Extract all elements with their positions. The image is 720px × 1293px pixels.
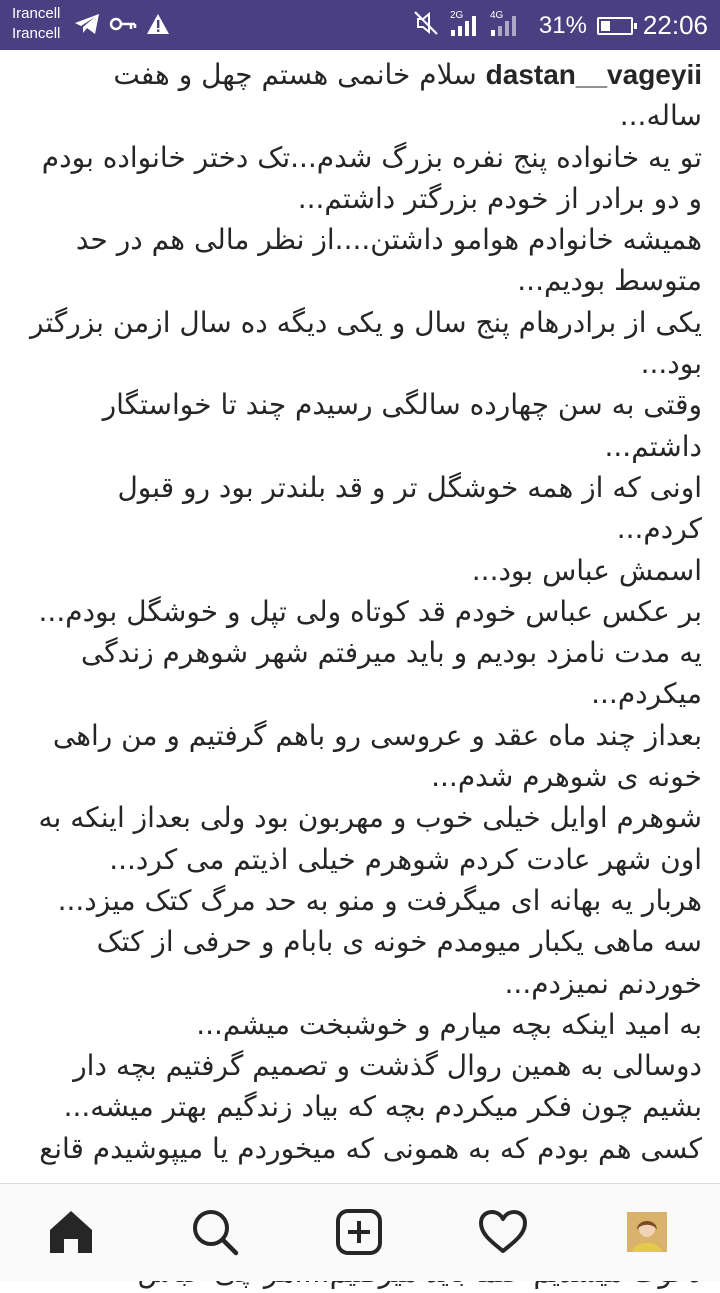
post-caption-area — [0, 50, 720, 1183]
caption-line: هربار یه بهانه ای میگرفت و منو به حد مرگ کتک میزد... — [57, 883, 702, 917]
carrier-1: Irancell — [12, 5, 61, 22]
caption-line: سه ماهی یکبار میومدم خونه ی بابام و حرفی از کتک خوردنم نمیزدم... — [96, 925, 702, 1000]
caption-line: کسی هم بودم که به همونی که میخوردم یا میپوشیدم قانع — [39, 1131, 702, 1165]
mute-icon — [413, 10, 439, 41]
key-icon — [110, 16, 136, 36]
caption-first-text: سلام خانمی هستم چهل و هفت ساله... — [113, 58, 702, 133]
clock: 22:06 — [642, 10, 708, 40]
network-2-label: 4G — [489, 10, 504, 21]
search-icon[interactable] — [189, 1206, 241, 1258]
battery-percent: 31% — [538, 11, 587, 39]
carrier-labels — [12, 4, 60, 44]
post-caption — [0, 50, 720, 1293]
post-username[interactable]: dastan__vageyii — [485, 59, 702, 90]
new-post-icon[interactable] — [333, 1206, 385, 1258]
system-status — [413, 8, 708, 43]
caption-line: شوهرم اوایل خیلی خوب و مهربون بود ولی بعداز اینکه به اون شهر عادت کردم شوهرم خیلی اذیتم می کرد... — [38, 801, 702, 876]
activity-heart-icon[interactable] — [477, 1206, 529, 1258]
warning-icon — [146, 13, 170, 39]
profile-avatar[interactable] — [621, 1206, 673, 1258]
avatar — [627, 1212, 667, 1252]
caption-first-line — [24, 54, 702, 137]
caption-line: دوسالی به همین روال گذشت و تصمیم گرفتیم بچه دار بشیم چون فکر میکردم بچه که بیاد زندگیم بهتر میشه... — [63, 1049, 702, 1124]
caption-line: بر عکس عباس خودم قد کوتاه ولی تپل و خوشگل بودم... — [38, 594, 702, 628]
caption-line: وقتی به سن چهارده سالگی رسیدم چند تا خواستگار داشتم... — [102, 388, 702, 463]
bottom-navigation — [0, 1183, 720, 1281]
telegram-icon — [74, 13, 100, 39]
battery-icon — [597, 17, 633, 35]
caption-line: اونی که از همه خوشگل تر و قد بلندتر بود رو قبول کردم... — [117, 470, 702, 546]
caption-line: اسمش عباس بود... — [471, 553, 702, 587]
caption-line: همیشه خانوادم هوامو داشتن....از نظر مالی هم در حد متوسط بودیم... — [75, 223, 702, 298]
caption-line: یه مدت نامزد بودیم و باید میرفتم شهر شوهرم زندگی میکردم... — [80, 636, 702, 711]
battery-fill — [601, 21, 610, 31]
signal-icon — [449, 8, 529, 43]
notification-icons — [74, 13, 170, 39]
carrier-2: Irancell — [12, 25, 61, 42]
caption-line: بعداز چند ماه عقد و عروسی رو باهم گرفتیم و من راهی خونه ی شوهرم شدم... — [52, 718, 702, 794]
caption-line: یکی از برادرهام پنج سال و یکی دیگه ده سال ازمن بزرگتر بود... — [29, 305, 702, 381]
home-icon[interactable] — [45, 1206, 97, 1258]
caption-line: تو یه خانواده پنج نفره بزرگ شدم...تک دختر خانواده بودم و دو برادر از خودم بزرگتر داشتم... — [41, 140, 702, 215]
status-bar — [0, 0, 720, 50]
network-1-label: 2G — [449, 10, 464, 21]
caption-line: به امید اینکه بچه میارم و خوشبخت میشم... — [196, 1007, 702, 1041]
